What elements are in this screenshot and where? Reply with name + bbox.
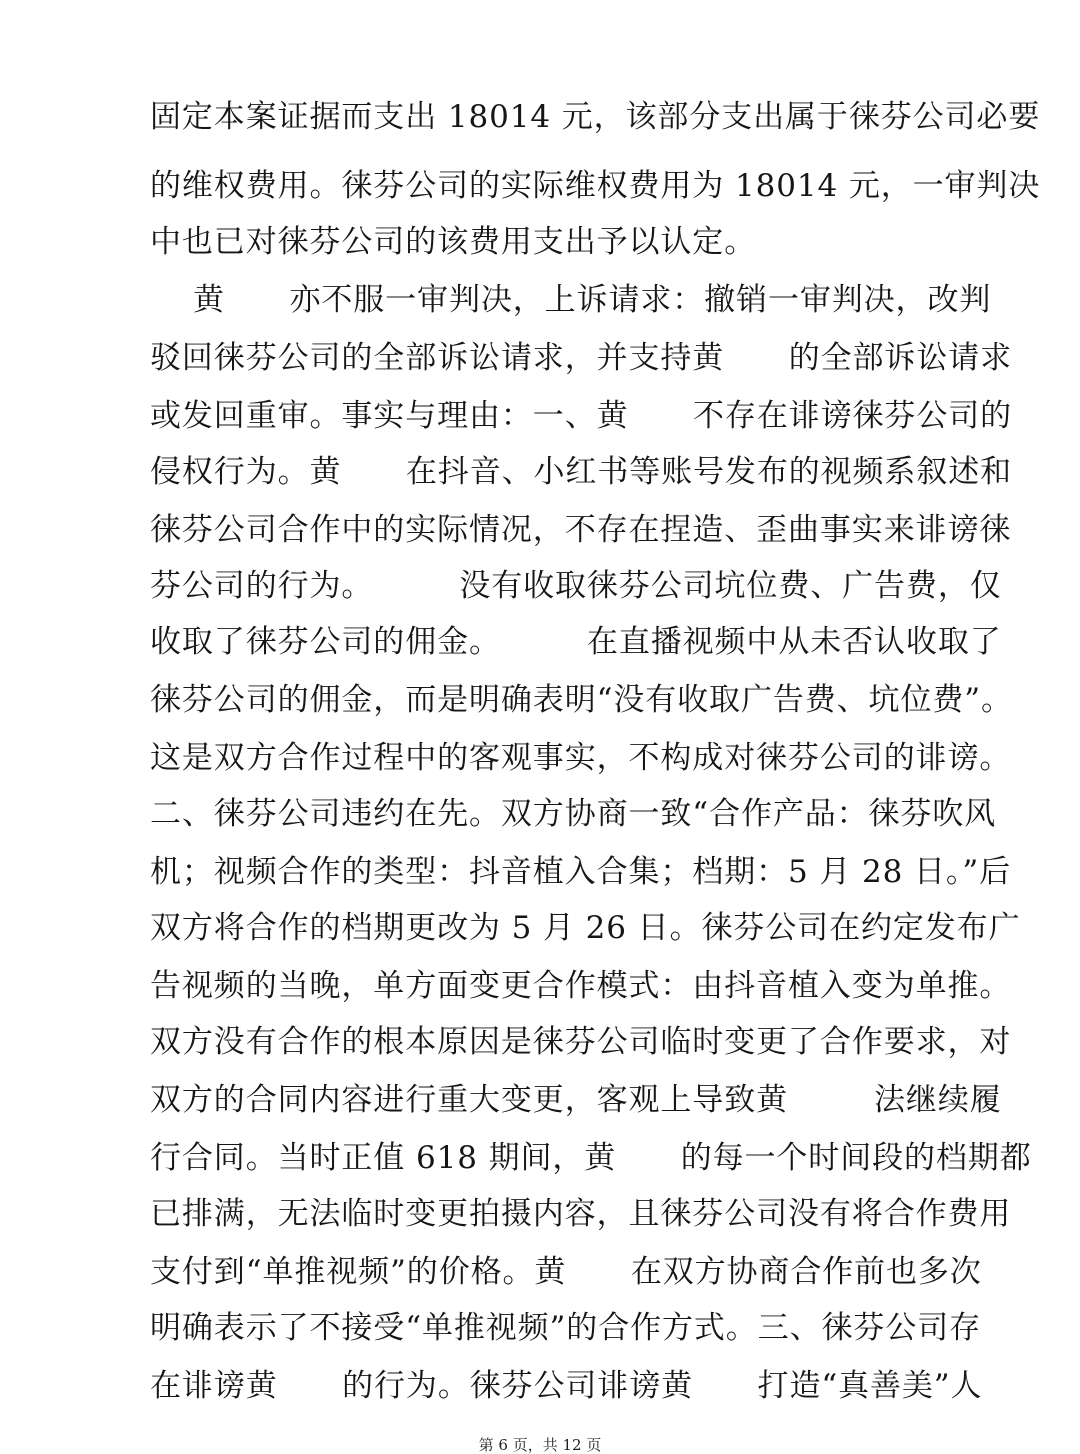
text-line: 收取了徕芬公司的佣金。 在直播视频中从未否认收取了 xyxy=(150,624,1002,660)
text-line: 固定本案证据而支出 18014 元，该部分支出属于徕芬公司必要 xyxy=(150,99,1041,135)
text-line: 徕芬公司合作中的实际情况，不存在捏造、歪曲事实来诽谤徕 xyxy=(150,512,1012,548)
text-line: 行合同。当时正值 618 期间，黄 的每一个时间段的档期都 xyxy=(150,1140,1032,1176)
text-line: 支付到“单推视频”的价格。黄 在双方协商合作前也多次 xyxy=(150,1254,982,1290)
text-line: 二、徕芬公司违约在先。双方协商一致“合作产品：徕芬吹风 xyxy=(150,796,997,832)
page-number: 第 6 页，共 12 页 xyxy=(478,1436,602,1454)
text-line: 在诽谤黄 的行为。徕芬公司诽谤黄 打造“真善美”人 xyxy=(150,1368,983,1404)
text-line: 中也已对徕芬公司的该费用支出予以认定。 xyxy=(150,224,757,260)
text-line: 双方的合同内容进行重大变更，客观上导致黄 法继续履 xyxy=(150,1082,1002,1118)
text-line: 的维权费用。徕芬公司的实际维权费用为 18014 元，一审判决 xyxy=(150,168,1041,204)
text-line: 双方将合作的档期更改为 5 月 26 日。徕芬公司在约定发布广 xyxy=(150,910,1021,946)
text-line: 双方没有合作的根本原因是徕芬公司临时变更了合作要求，对 xyxy=(150,1024,1012,1060)
text-line: 驳回徕芬公司的全部诉讼请求，并支持黄 的全部诉讼请求 xyxy=(150,340,1013,376)
text-line: 明确表示了不接受“单推视频”的合作方式。三、徕芬公司存 xyxy=(150,1310,981,1346)
text-line: 侵权行为。黄 在抖音、小红书等账号发布的视频系叙述和 xyxy=(150,454,1013,490)
text-line: 已排满，无法临时变更拍摄内容，且徕芬公司没有将合作费用 xyxy=(150,1196,1012,1232)
text-line: 这是双方合作过程中的客观事实，不构成对徕芬公司的诽谤。 xyxy=(150,740,1012,776)
text-line: 机；视频合作的类型：抖音植入合集；档期：5 月 28 日。”后 xyxy=(150,854,1011,890)
text-line: 芬公司的行为。 没有收取徕芬公司坑位费、广告费，仅 xyxy=(150,568,1002,604)
text-line: 黄 亦不服一审判决，上诉请求：撤销一审判决，改判 xyxy=(150,282,992,318)
text-line: 或发回重审。事实与理由：一、黄 不存在诽谤徕芬公司的 xyxy=(150,398,1013,434)
text-line: 徕芬公司的佣金，而是明确表明“没有收取广告费、坑位费”。 xyxy=(150,682,1013,718)
text-line: 告视频的当晚，单方面变更合作模式：由抖音植入变为单推。 xyxy=(150,968,1012,1004)
